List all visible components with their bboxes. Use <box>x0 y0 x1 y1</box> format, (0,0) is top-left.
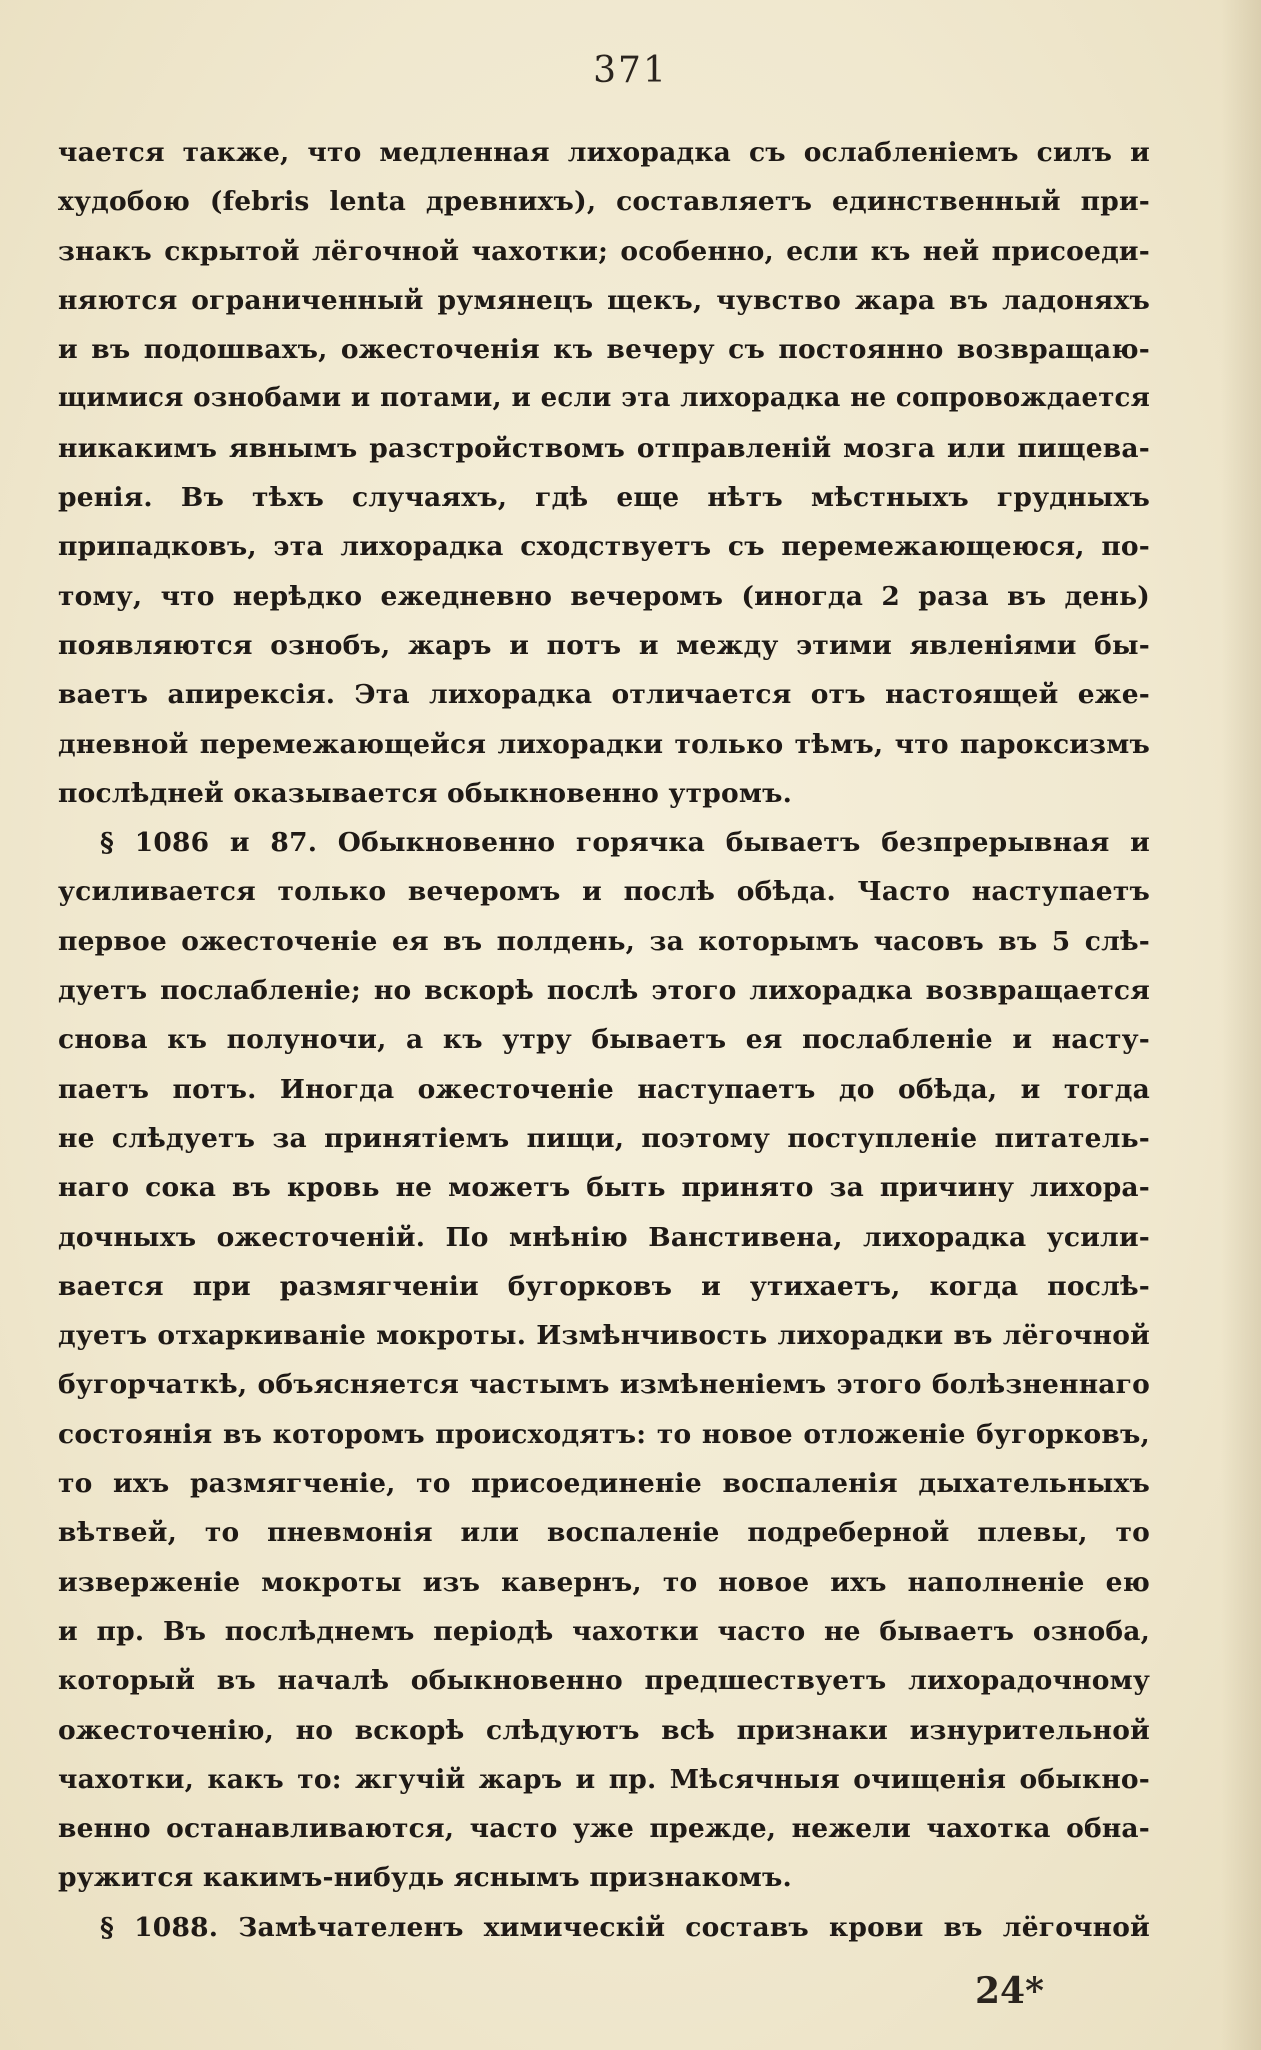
text-line: снова къ полуночи, а къ утру бываетъ ея послабленіе и насту- <box>58 1024 1150 1056</box>
text-line: ренія. Въ тѣхъ случаяхъ, гдѣ еще нѣтъ мѣстныхъ грудныхъ <box>58 482 1150 514</box>
section-heading-line: § 1086 и 87. Обыкновенно горячка бываетъ безпрерывная и <box>100 827 1150 859</box>
text-line: чается также, что медленная лихорадка съ ослабленіемъ силъ и <box>58 137 1150 168</box>
body-text <box>58 128 1150 1952</box>
text-line: первое ожесточеніе ея въ полдень, за которымъ часовъ въ 5 слѣ- <box>58 925 1150 957</box>
text-line: дневной перемежающейся лихорадки только тѣмъ, что пароксизмъ <box>58 728 1150 760</box>
text-line: и пр. Въ послѣднемъ періодѣ чахотки часто не бываетъ озноба, <box>58 1615 1150 1647</box>
section-heading-line: § 1088. Замѣчателенъ химическій составъ крови въ лёгочной <box>100 1911 1150 1943</box>
text-line: припадковъ, эта лихорадка сходствуетъ съ перемежающеюся, по- <box>58 531 1150 563</box>
text-line: вается при размягченіи бугорковъ и утихаетъ, когда послѣ- <box>58 1270 1150 1302</box>
text-line: худобою (febris lenta древнихъ), составляетъ единственный при- <box>58 186 1150 218</box>
text-line: няются ограниченный румянецъ щекъ, чувство жара въ ладоняхъ <box>58 284 1150 316</box>
text-line: знакъ скрытой лёгочной чахотки; особенно, если къ ней присоеди- <box>58 235 1150 267</box>
text-line: чахотки, какъ то: жгучій жаръ и пр. Мѣсячныя очищенія обыкно- <box>58 1763 1150 1795</box>
text-line: не слѣдуетъ за принятіемъ пищи, поэтому поступленіе питатель- <box>58 1122 1150 1154</box>
text-line: дочныхъ ожесточеній. По мнѣнію Ванстивена, лихорадка усили- <box>58 1221 1150 1253</box>
page-edge-shadow <box>1221 0 1261 2050</box>
text-line: паетъ потъ. Иногда ожесточеніе наступаетъ до обѣда, и тогда <box>58 1073 1150 1105</box>
text-line: послѣдней оказывается обыкновенно утромъ. <box>58 777 793 809</box>
text-line: состоянія въ которомъ происходятъ: то новое отложеніе бугорковъ, <box>58 1418 1150 1450</box>
text-line: изверженіе мокроты изъ кавернъ, то новое ихъ наполненіе ею <box>58 1566 1150 1598</box>
text-line: щимися ознобами и потами, и если эта лихорадка не сопровождается <box>58 383 1150 414</box>
text-line: дуетъ послабленіе; но вскорѣ послѣ этого лихорадка возвращается <box>58 975 1150 1007</box>
text-line: то ихъ размягченіе, то присоединеніе воспаленія дыхательныхъ <box>58 1468 1150 1500</box>
text-line: вѣтвей, то пневмонія или воспаленіе подреберной плевы, то <box>58 1517 1150 1549</box>
page-number: 371 <box>593 50 668 91</box>
text-line: тому, что нерѣдко ежедневно вечеромъ (иногда 2 раза въ день) <box>58 580 1150 612</box>
text-line: усиливается только вечеромъ и послѣ обѣда. Часто наступаетъ <box>58 876 1150 908</box>
text-line: никакимъ явнымъ разстройствомъ отправленій мозга или пищева- <box>58 432 1150 464</box>
text-line: который въ началѣ обыкновенно предшествуетъ лихорадочному <box>58 1665 1150 1697</box>
text-line: и въ подошвахъ, ожесточенія къ вечеру съ постоянно возвращаю- <box>58 334 1150 366</box>
text-line: венно останавливаются, часто уже прежде, нежели чахотка обна- <box>58 1813 1150 1845</box>
text-line: бугорчаткѣ, объясняется частымъ измѣненіемъ этого болѣзненнаго <box>58 1369 1150 1401</box>
text-line: наго сока въ кровь не можетъ быть принято за причину лихора- <box>58 1172 1150 1204</box>
text-line: ожесточенію, но вскорѣ слѣдуютъ всѣ признаки изнурительной <box>58 1714 1150 1746</box>
signature-mark: 24* <box>975 1970 1044 2012</box>
text-line: появляются ознобъ, жаръ и потъ и между этими явленіями бы- <box>58 629 1150 661</box>
text-line: ваетъ апирексія. Эта лихорадка отличается отъ настоящей еже- <box>58 679 1150 711</box>
text-line: дуетъ отхаркиваніе мокроты. Измѣнчивость лихорадки въ лёгочной <box>58 1320 1150 1352</box>
text-line: ружится какимъ-нибудь яснымъ признакомъ. <box>58 1862 792 1894</box>
